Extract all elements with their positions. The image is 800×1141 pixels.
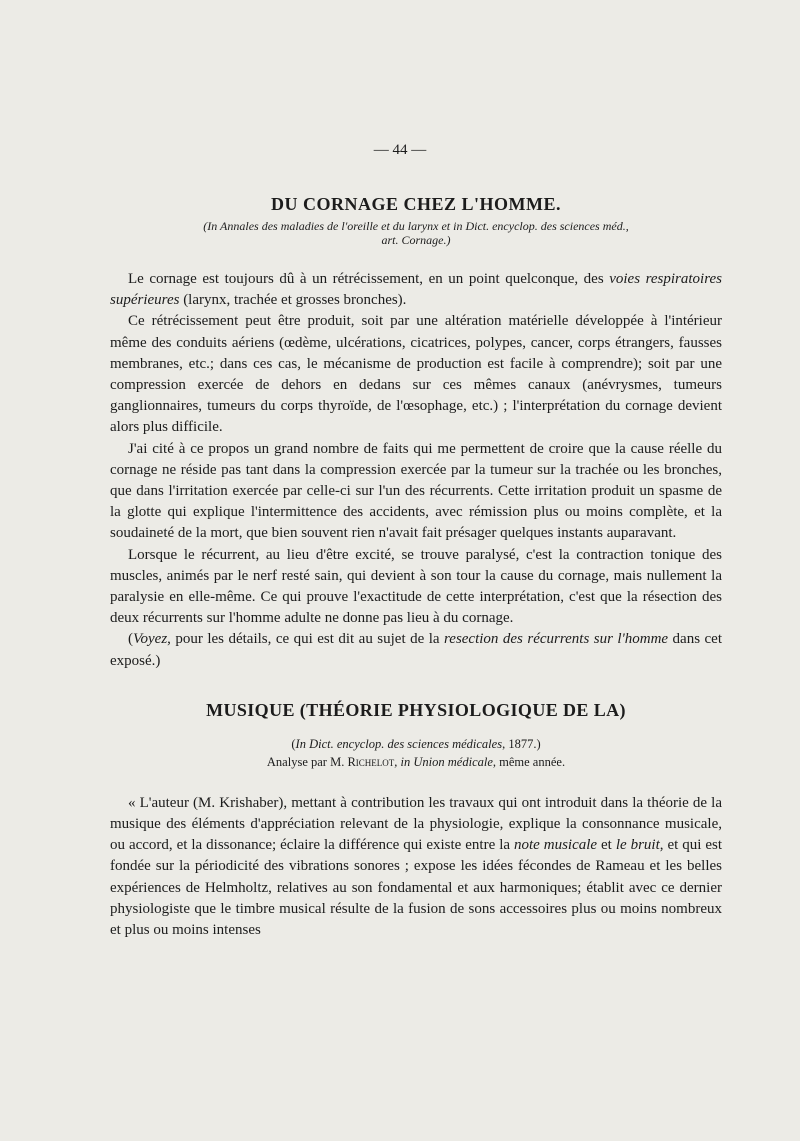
text-span: « L'auteur (M. Krishaber), mettant à contribution les travaux qui ont introduit dans la théorie de la musique des éléments d'appréciation relevant de la physiologie, explique la consonnance musicale, ou accord, et la dissonance; éclaire la différence qui existe entre la — [110, 794, 722, 854]
analysis-credit — [110, 753, 722, 771]
paragraph: Ce rétrécissement peut être produit, soit par une altération matérielle développée à l'intérieur même des conduits aériens (œdème, ulcérations, cicatrices, polypes, cancer, corps étrangers, fausses membranes, etc.; dans ces cas, le mécanisme de production est facile à comprendre); soit par une compression exercée de dehors en dedans sur ces mêmes canaux (anévrysmes, tumeurs ganglionnaires, tumeurs du corps thyroïde, de l'œsophage, etc.) ; l'interprétation du cornage devient alors plus difficile. — [110, 313, 722, 436]
italic-span: le bruit — [615, 837, 660, 854]
paragraph — [110, 629, 722, 671]
text-span: , 1877.) — [502, 736, 541, 751]
paragraph — [110, 793, 722, 941]
text-span: , même année. — [492, 754, 566, 769]
paragraph — [110, 269, 722, 311]
text-span: Le cornage est toujours dû à un rétrécissement, en un point quelconque, des — [128, 271, 610, 287]
source-line: (In Annales des maladies de l'oreille et du larynx et in Dict. encyclop. des sciences méd., — [203, 219, 629, 233]
text-span: dans cet exposé.) — [110, 631, 723, 669]
section-cornage — [110, 194, 722, 672]
page-number: — 44 — — [373, 142, 427, 158]
italic-span: Voyez — [133, 631, 168, 648]
italic-span: resection des récurrents sur l'homme — [444, 631, 669, 648]
italic-span: , in Union médicale — [394, 754, 493, 769]
italic-span: In Dict. encyclop. des sciences médicales — [295, 736, 503, 751]
section-title: DU CORNAGE CHEZ L'HOMME. — [270, 194, 561, 214]
section-title: MUSIQUE (THÉORIE PHYSIOLOGIQUE DE LA) — [206, 699, 626, 720]
text-span: ( — [128, 631, 133, 648]
source-citation: (In Dict. encyclop. des sciences médicales, 1877.) — [291, 736, 541, 751]
paragraph: Lorsque le récurrent, au lieu d'être excité, se trouve paralysé, c'est la contraction tonique des muscles, animés par le nerf resté sain, qui devient à son tour la cause du cornage, mais nullement la paralysie en elle-même. Ce qui prouve l'exactitude de cette interprétation, c'est que la résection des deux récurrents sur l'homme adulte ne donne pas lieu à du cornage. — [110, 546, 722, 627]
italic-span: voies respiratoires supérieures — [110, 271, 723, 309]
section-musique — [110, 700, 722, 941]
source-citation — [110, 219, 722, 247]
author-name: Richelot — [347, 754, 395, 769]
text-span: , pour les détails, ce qui est dit au sujet de la — [167, 631, 444, 648]
text-span: Analyse par M. — [266, 754, 348, 769]
source-line: art. Cornage.) — [381, 233, 451, 247]
text-span: (larynx, trachée et grosses bronches). — [179, 292, 407, 309]
paragraph: J'ai cité à ce propos un grand nombre de faits qui me permettent de croire que la cause réelle du cornage ne réside pas tant dans la compression exercée par la tumeur sur la trachée ou les bronches, que dans l'irritation exercée par celle-ci sur l'un des récurrents. Cette irritation produit un spasme de la glotte qui explique l'intermittence des accidents, avec rémission plus ou moins complète, et la soudaineté de la mort, que bien souvent rien n'avait fait présager quelques instants auparavant. — [110, 440, 722, 542]
text-span: et — [597, 837, 616, 854]
text-span: , et qui est fondée sur la périodicité des vibrations sonores ; expose les idées fécondes de Rameau et les belles expériences de Helmholtz, relatives au son fondamental et aux harmoniques; établit avec ce dernier physiologiste que le timbre musical résulte de la fusion de sons accessoires plus ou moins nombreux et plus ou moins intenses — [110, 837, 723, 939]
italic-span: note musicale — [513, 837, 598, 854]
